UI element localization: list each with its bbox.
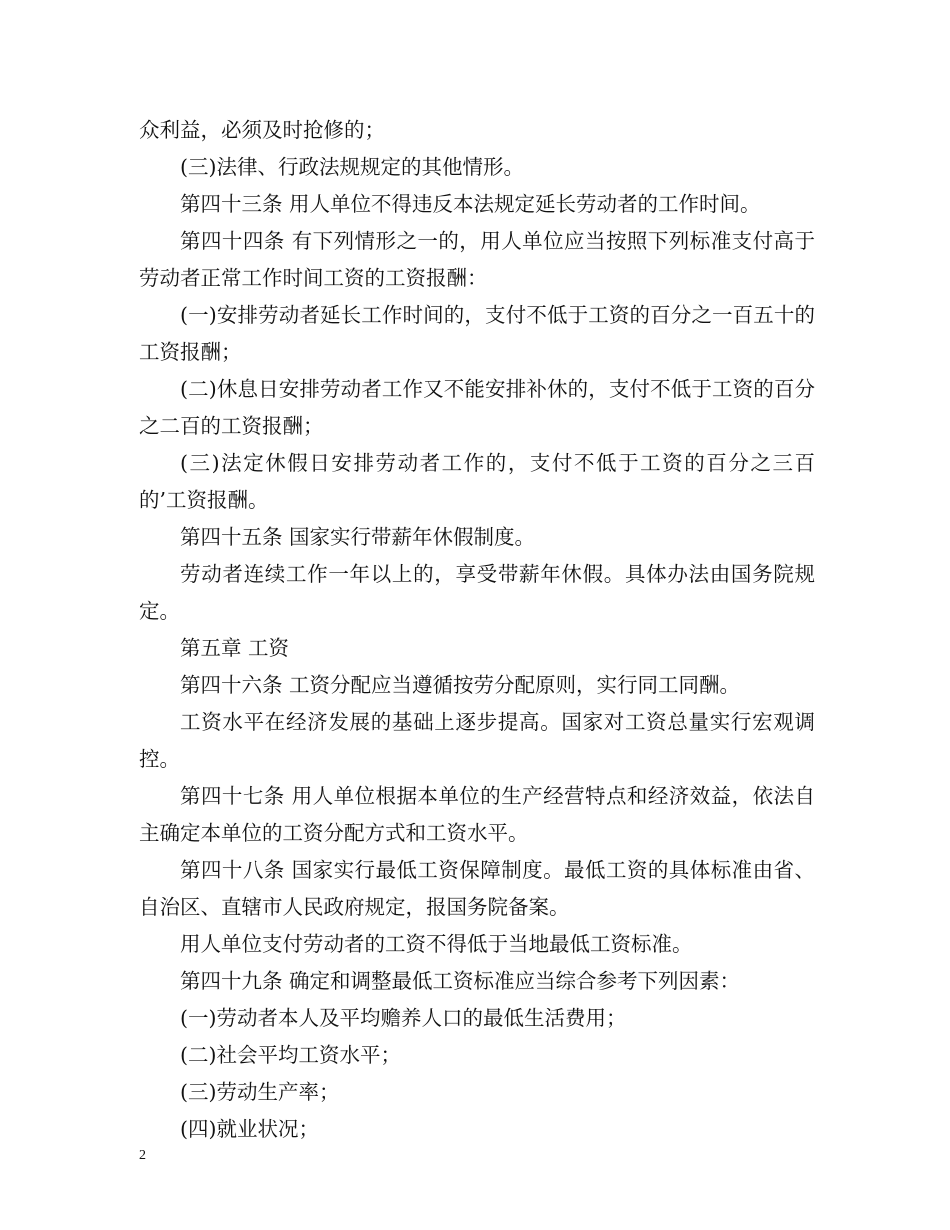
paragraph-3: 第四十四条 有下列情形之一的，用人单位应当按照下列标准支付高于劳动者正常工作时间工资的工资报酬： (139, 229, 815, 290)
paragraph-2: 第四十三条 用人单位不得违反本法规定延长劳动者的工作时间。 (180, 192, 761, 216)
paragraph-15: 第四十九条 确定和调整最低工资标准应当综合参考下列因素： (180, 969, 741, 993)
paragraph-11: 工资水平在经济发展的基础上逐步提高。国家对工资总量实行宏观调控。 (139, 710, 815, 771)
paragraph-5: (二)休息日安排劳动者工作又不能安排补休的，支付不低于工资的百分之二百的工资报酬； (139, 377, 815, 438)
paragraph-14: 用人单位支付劳动者的工资不得低于当地最低工资标准。 (180, 932, 693, 956)
paragraph-12: 第四十七条 用人单位根据本单位的生产经营特点和经济效益，依法自主确定本单位的工资分配方式和工资水平。 (139, 784, 815, 845)
paragraph-7: 第四十五条 国家实行带薪年休假制度。 (180, 525, 536, 549)
paragraph-8: 劳动者连续工作一年以上的，享受带薪年休假。具体办法由国务院规定。 (139, 562, 815, 623)
paragraph-0: 众利益，必须及时抢修的； (139, 118, 385, 142)
page-number: 2 (139, 1148, 146, 1163)
chapter-heading: 第五章 工资 (180, 636, 290, 660)
paragraph-18: (三)劳动生产率； (180, 1080, 340, 1104)
paragraph-13: 第四十八条 国家实行最低工资保障制度。最低工资的具体标准由省、自治区、直辖市人民政府规定，报国务院备案。 (139, 858, 815, 919)
paragraph-17: (二)社会平均工资水平； (180, 1043, 401, 1067)
document-body (139, 112, 815, 1148)
paragraph-19: (四)就业状况； (180, 1117, 319, 1141)
paragraph-6: (三)法定休假日安排劳动者工作的，支付不低于工资的百分之三百的’工资报酬。 (139, 451, 815, 512)
paragraph-4: (一)安排劳动者延长工作时间的，支付不低于工资的百分之一百五十的工资报酬； (139, 303, 815, 364)
paragraph-10: 第四十六条 工资分配应当遵循按劳分配原则，实行同工同酬。 (180, 673, 741, 697)
paragraph-1: (三)法律、行政法规规定的其他情形。 (180, 155, 524, 179)
paragraph-16: (一)劳动者本人及平均赡养人口的最低生活费用； (180, 1006, 627, 1030)
